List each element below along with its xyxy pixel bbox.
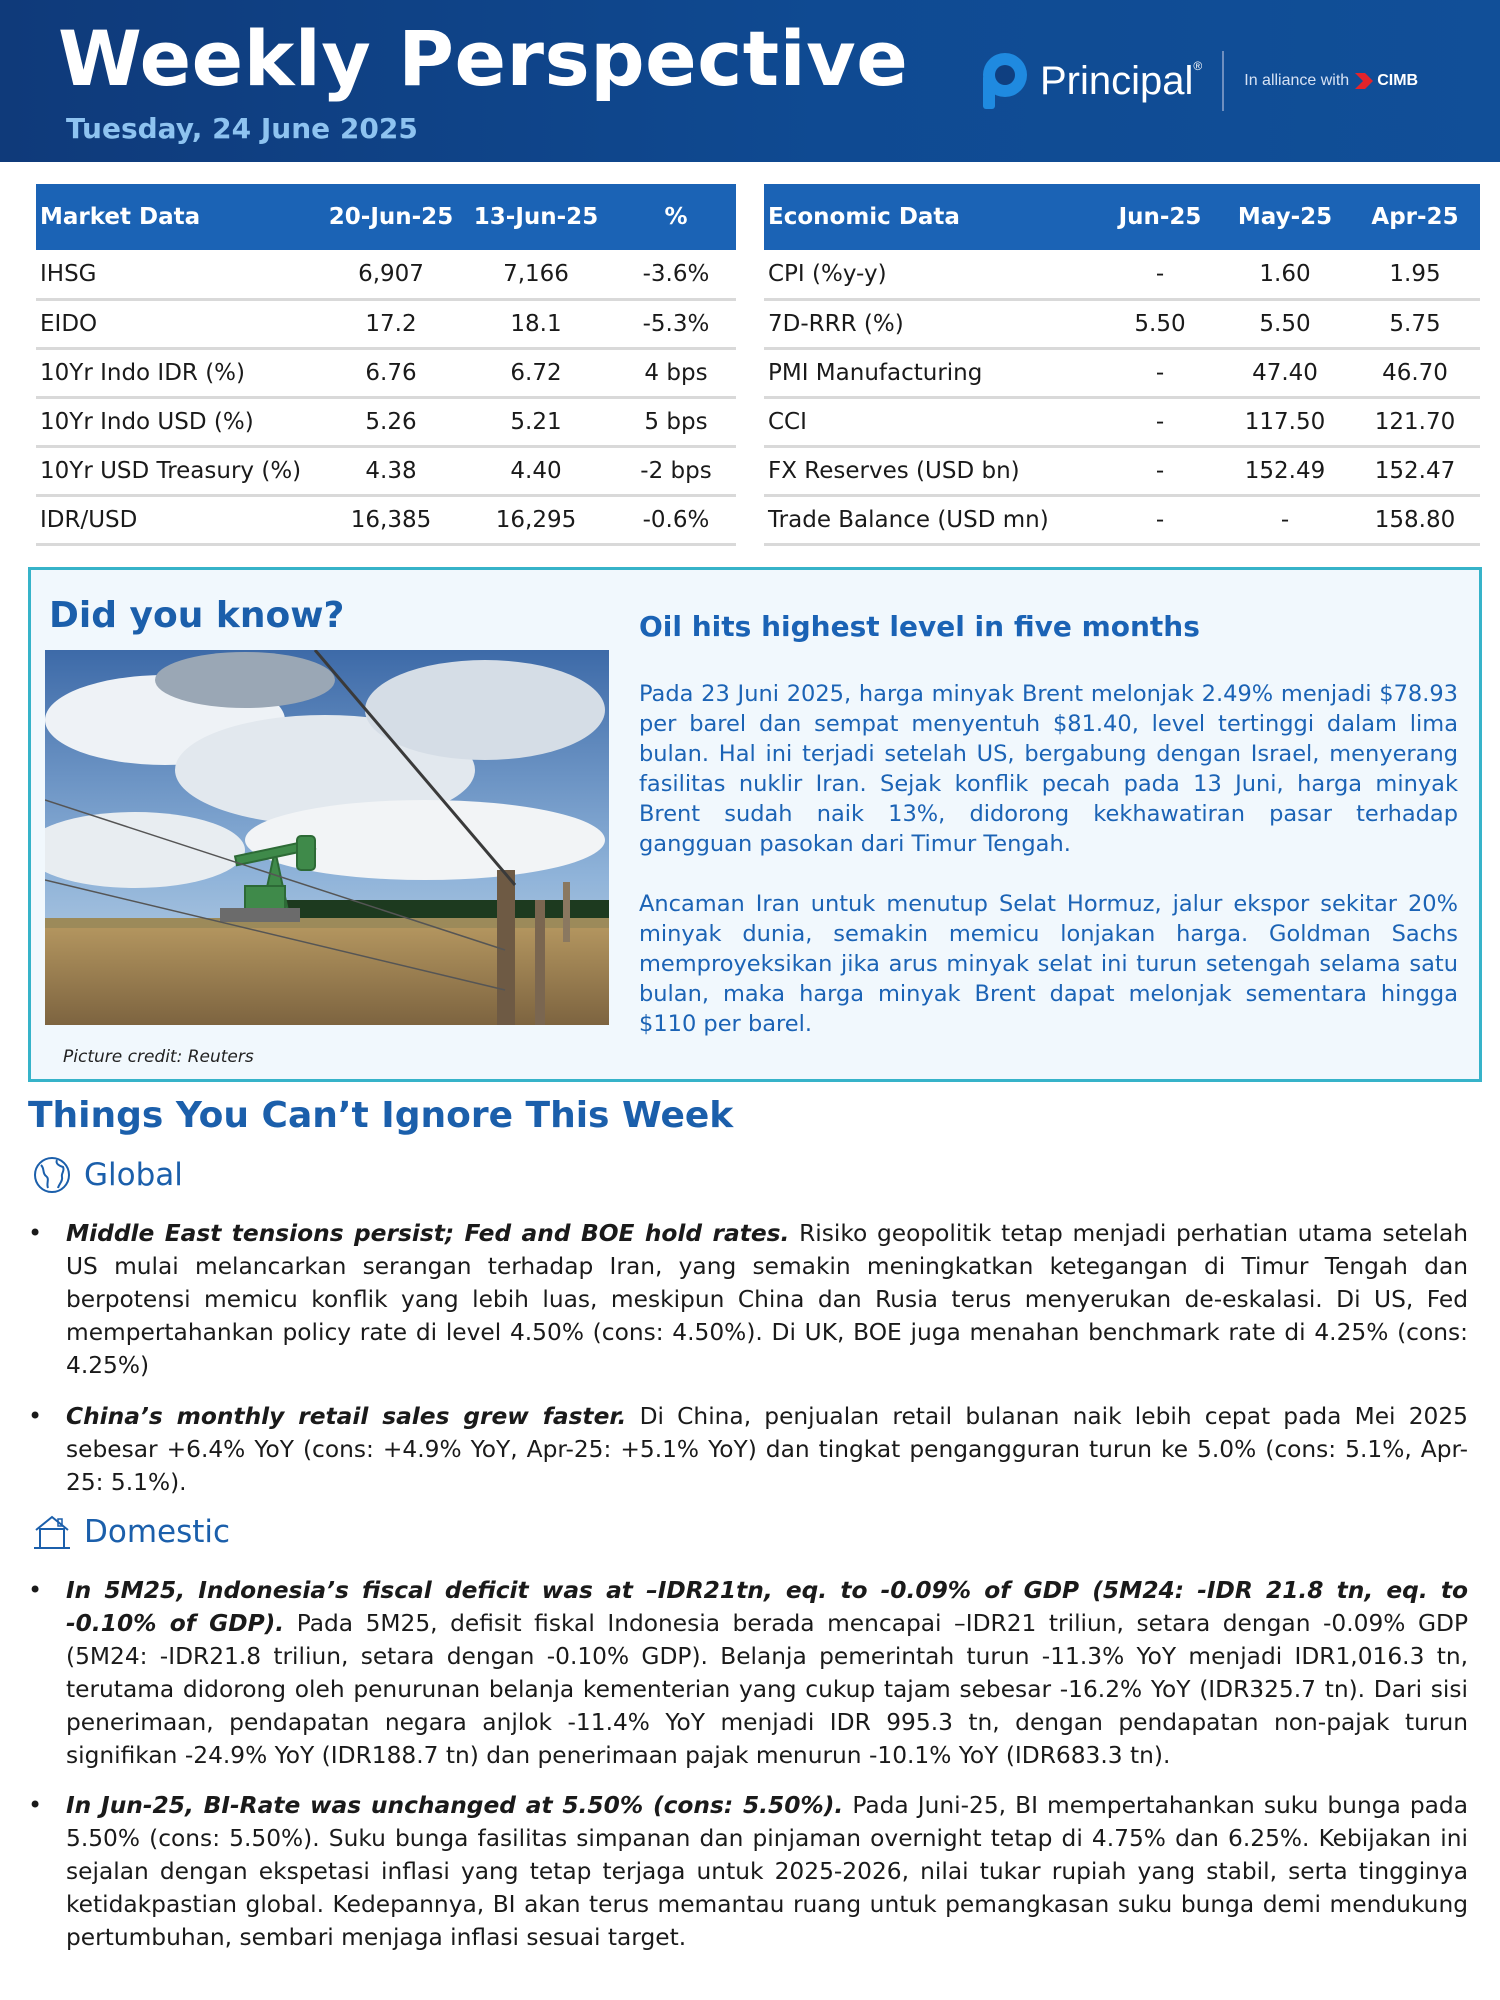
table-header-row bbox=[36, 184, 736, 250]
news-bullet bbox=[28, 1400, 1468, 1499]
value-cell: 117.50 bbox=[1220, 397, 1350, 446]
value-cell: 5.50 bbox=[1220, 299, 1350, 348]
value-cell: 46.70 bbox=[1350, 348, 1480, 397]
table-row bbox=[764, 495, 1480, 544]
did-you-know-title: Did you know? bbox=[49, 595, 345, 636]
value-cell: 5.50 bbox=[1100, 299, 1220, 348]
table-row bbox=[764, 397, 1480, 446]
table-header-cell: 13-Jun-25 bbox=[456, 184, 616, 250]
table-row bbox=[764, 299, 1480, 348]
globe-icon bbox=[32, 1155, 72, 1195]
bullet-body: Di China, penjualan retail bulanan naik lebih cepat pada Mei 2025 sebesar +6.4% YoY (cons: +4.9% YoY, Apr-25: +5.1% YoY) dan tingkat pengangguran turun ke 5.0% (cons: 5.1%, Apr-25: 5.1%). bbox=[66, 1403, 1468, 1496]
oil-pumpjack-photo bbox=[45, 650, 609, 1025]
logo-divider bbox=[1222, 51, 1224, 111]
row-label-cell: EIDO bbox=[36, 299, 326, 348]
partner-name: CIMB bbox=[1377, 72, 1419, 89]
table-header-cell: Market Data bbox=[36, 184, 326, 250]
global-label: Global bbox=[84, 1157, 183, 1193]
market-data-table bbox=[36, 184, 736, 546]
value-cell: -0.6% bbox=[616, 495, 736, 544]
bullet-body: Pada 5M25, defisit fiskal Indonesia berada mencapai –IDR21 triliun, setara dengan -0.09% GDP (5M24: -IDR21.8 triliun, setara dengan -0.10% GDP). Belanja pemerintah turun -11.3% YoY menjadi IDR1,016.3 tn, terutama didorong oleh penurunan belanja kementerian yang cukup tajam sebesar -16.2% YoY (IDR325.7 tn). Dari sisi penerimaan, pendapatan negara anjlok -11.4% YoY menjadi IDR 995.3 tn, dengan pendapatan non-pajak turun signifikan -24.9% YoY (IDR188.7 tn) dan penerimaan pajak menurun -10.1% YoY (IDR683.3 tn). bbox=[66, 1610, 1468, 1769]
row-label-cell: IHSG bbox=[36, 250, 326, 299]
table-row bbox=[36, 397, 736, 446]
bullet-body: Risiko geopolitik tetap menjadi perhatian utama setelah US mulai melancarkan serangan terhadap Iran, yang semakin meningkatkan ketegangan di Timur Tengah dan berpotensi memicu konflik yang lebih luas, meskipun China dan Rusia terus menyerukan de-eskalasi. Di US, Fed mempertahankan policy rate di level 4.50% (cons: 4.50%). Di UK, BOE juga menahan benchmark rate di 4.25% (cons: 4.25%) bbox=[66, 1220, 1468, 1379]
table-row bbox=[36, 495, 736, 544]
value-cell: 5.21 bbox=[456, 397, 616, 446]
value-cell: 47.40 bbox=[1220, 348, 1350, 397]
row-label-cell: CCI bbox=[764, 397, 1100, 446]
bullet-dot: • bbox=[28, 1402, 43, 1430]
row-label-cell: 10Yr USD Treasury (%) bbox=[36, 446, 326, 495]
row-label-cell: PMI Manufacturing bbox=[764, 348, 1100, 397]
row-label-cell: 7D-RRR (%) bbox=[764, 299, 1100, 348]
value-cell: 18.1 bbox=[456, 299, 616, 348]
did-you-know-box bbox=[28, 567, 1482, 1082]
value-cell: -2 bps bbox=[616, 446, 736, 495]
table-header-cell: Apr-25 bbox=[1350, 184, 1480, 250]
table-row bbox=[36, 446, 736, 495]
bullet-dot: • bbox=[28, 1219, 43, 1247]
value-cell: 4.40 bbox=[456, 446, 616, 495]
row-label-cell: CPI (%y-y) bbox=[764, 250, 1100, 299]
header-banner bbox=[0, 0, 1500, 162]
news-bullet bbox=[28, 1789, 1468, 1954]
page-title: Weekly Perspective bbox=[58, 14, 909, 103]
value-cell: 6.72 bbox=[456, 348, 616, 397]
row-label-cell: IDR/USD bbox=[36, 495, 326, 544]
bullet-headline: Middle East tensions persist; Fed and BOE hold rates. bbox=[66, 1220, 790, 1247]
bullet-dot: • bbox=[28, 1576, 43, 1604]
domestic-subheading bbox=[32, 1512, 230, 1552]
brand-name: Principal® bbox=[1040, 58, 1203, 103]
principal-logo-icon bbox=[980, 50, 1030, 112]
table-header-cell: May-25 bbox=[1220, 184, 1350, 250]
row-label-cell: Trade Balance (USD mn) bbox=[764, 495, 1100, 544]
section-title: Things You Can’t Ignore This Week bbox=[28, 1095, 734, 1136]
domestic-label: Domestic bbox=[84, 1514, 231, 1550]
bullet-dot: • bbox=[28, 1791, 43, 1819]
value-cell: - bbox=[1100, 495, 1220, 544]
row-label-cell: 10Yr Indo USD (%) bbox=[36, 397, 326, 446]
row-label-cell: FX Reserves (USD bn) bbox=[764, 446, 1100, 495]
news-bullet bbox=[28, 1574, 1468, 1772]
house-icon bbox=[32, 1512, 72, 1552]
value-cell: 5.26 bbox=[326, 397, 456, 446]
row-label-cell: 10Yr Indo IDR (%) bbox=[36, 348, 326, 397]
table-header-row bbox=[764, 184, 1480, 250]
bullet-headline: In Jun-25, BI-Rate was unchanged at 5.50% (cons: 5.50%). bbox=[66, 1792, 844, 1819]
bullet-body: Pada Juni-25, BI mempertahankan suku bunga pada 5.50% (cons: 5.50%). Suku bunga fasilitas simpanan dan pinjaman overnight tetap di 4.75% dan 6.25%. Kebijakan ini sejalan dengan ekspetasi inflasi yang tetap terjaga untuk 2025-2026, nilai tukar rupiah yang stabil, serta tingginya ketidakpastian global. Kedepannya, BI akan terus memantau ruang untuk pemangkasan suku bunga demi mendukung pertumbuhan, sembari menjaga inflasi sesuai target. bbox=[66, 1792, 1468, 1951]
alliance-text: In alliance with bbox=[1244, 72, 1350, 89]
table-row bbox=[36, 299, 736, 348]
table-row bbox=[36, 250, 736, 299]
table-row bbox=[764, 250, 1480, 299]
value-cell: 4 bps bbox=[616, 348, 736, 397]
article-heading: Oil hits highest level in five months bbox=[639, 610, 1200, 643]
value-cell: 152.49 bbox=[1220, 446, 1350, 495]
value-cell: - bbox=[1100, 446, 1220, 495]
article-paragraph: Pada 23 Juni 2025, harga minyak Brent melonjak 2.49% menjadi $78.93 per barel dan sempat menyentuh $81.40, level tertinggi dalam lima bulan. Hal ini terjadi setelah US, bergabung dengan Israel, menyerang fasilitas nuklir Iran. Sejak konflik pecah pada 13 Juni, harga minyak Brent sudah naik 13%, didorong kekhawatiran pasar terhadap gangguan pasokan dari Timur Tengah. bbox=[639, 681, 1458, 857]
value-cell: -3.6% bbox=[616, 250, 736, 299]
value-cell: 16,385 bbox=[326, 495, 456, 544]
news-bullet bbox=[28, 1217, 1468, 1382]
value-cell: 158.80 bbox=[1350, 495, 1480, 544]
value-cell: - bbox=[1100, 250, 1220, 299]
table-row bbox=[36, 348, 736, 397]
value-cell: 16,295 bbox=[456, 495, 616, 544]
value-cell: 152.47 bbox=[1350, 446, 1480, 495]
value-cell: 1.60 bbox=[1220, 250, 1350, 299]
cimb-logo-icon bbox=[1355, 73, 1373, 89]
value-cell: 5.75 bbox=[1350, 299, 1480, 348]
global-subheading bbox=[32, 1155, 183, 1195]
economic-data-table bbox=[764, 184, 1480, 546]
bullet-headline: China’s monthly retail sales grew faster. bbox=[66, 1403, 627, 1430]
table-header-cell: Jun-25 bbox=[1100, 184, 1220, 250]
value-cell: 1.95 bbox=[1350, 250, 1480, 299]
value-cell: -5.3% bbox=[616, 299, 736, 348]
value-cell: - bbox=[1220, 495, 1350, 544]
value-cell: 5 bps bbox=[616, 397, 736, 446]
value-cell: - bbox=[1100, 397, 1220, 446]
photo-credit: Picture credit: Reuters bbox=[63, 1047, 254, 1067]
principal-logo bbox=[980, 50, 1418, 112]
publication-date: Tuesday, 24 June 2025 bbox=[66, 112, 418, 145]
article-paragraph: Ancaman Iran untuk menutup Selat Hormuz, jalur ekspor sekitar 20% minyak dunia, semakin memicu lonjakan harga. Goldman Sachs memproyeksikan jika arus minyak selat ini turun setengah selama satu bulan, maka harga minyak Brent dapat melonjak sementara hingga $110 per barel. bbox=[639, 891, 1458, 1037]
table-header-cell: 20-Jun-25 bbox=[326, 184, 456, 250]
value-cell: 6.76 bbox=[326, 348, 456, 397]
value-cell: 7,166 bbox=[456, 250, 616, 299]
table-row bbox=[764, 348, 1480, 397]
table-header-cell: Economic Data bbox=[764, 184, 1100, 250]
value-cell: - bbox=[1100, 348, 1220, 397]
value-cell: 4.38 bbox=[326, 446, 456, 495]
bullet-headline: In 5M25, Indonesia’s fiscal deficit was at –IDR21tn, eq. to -0.09% of GDP (5M24: -IDR 21.8 tn, eq. to -0.10% of GDP). bbox=[66, 1577, 1468, 1637]
value-cell: 121.70 bbox=[1350, 397, 1480, 446]
table-header-cell: % bbox=[616, 184, 736, 250]
table-row bbox=[764, 446, 1480, 495]
value-cell: 6,907 bbox=[326, 250, 456, 299]
value-cell: 17.2 bbox=[326, 299, 456, 348]
